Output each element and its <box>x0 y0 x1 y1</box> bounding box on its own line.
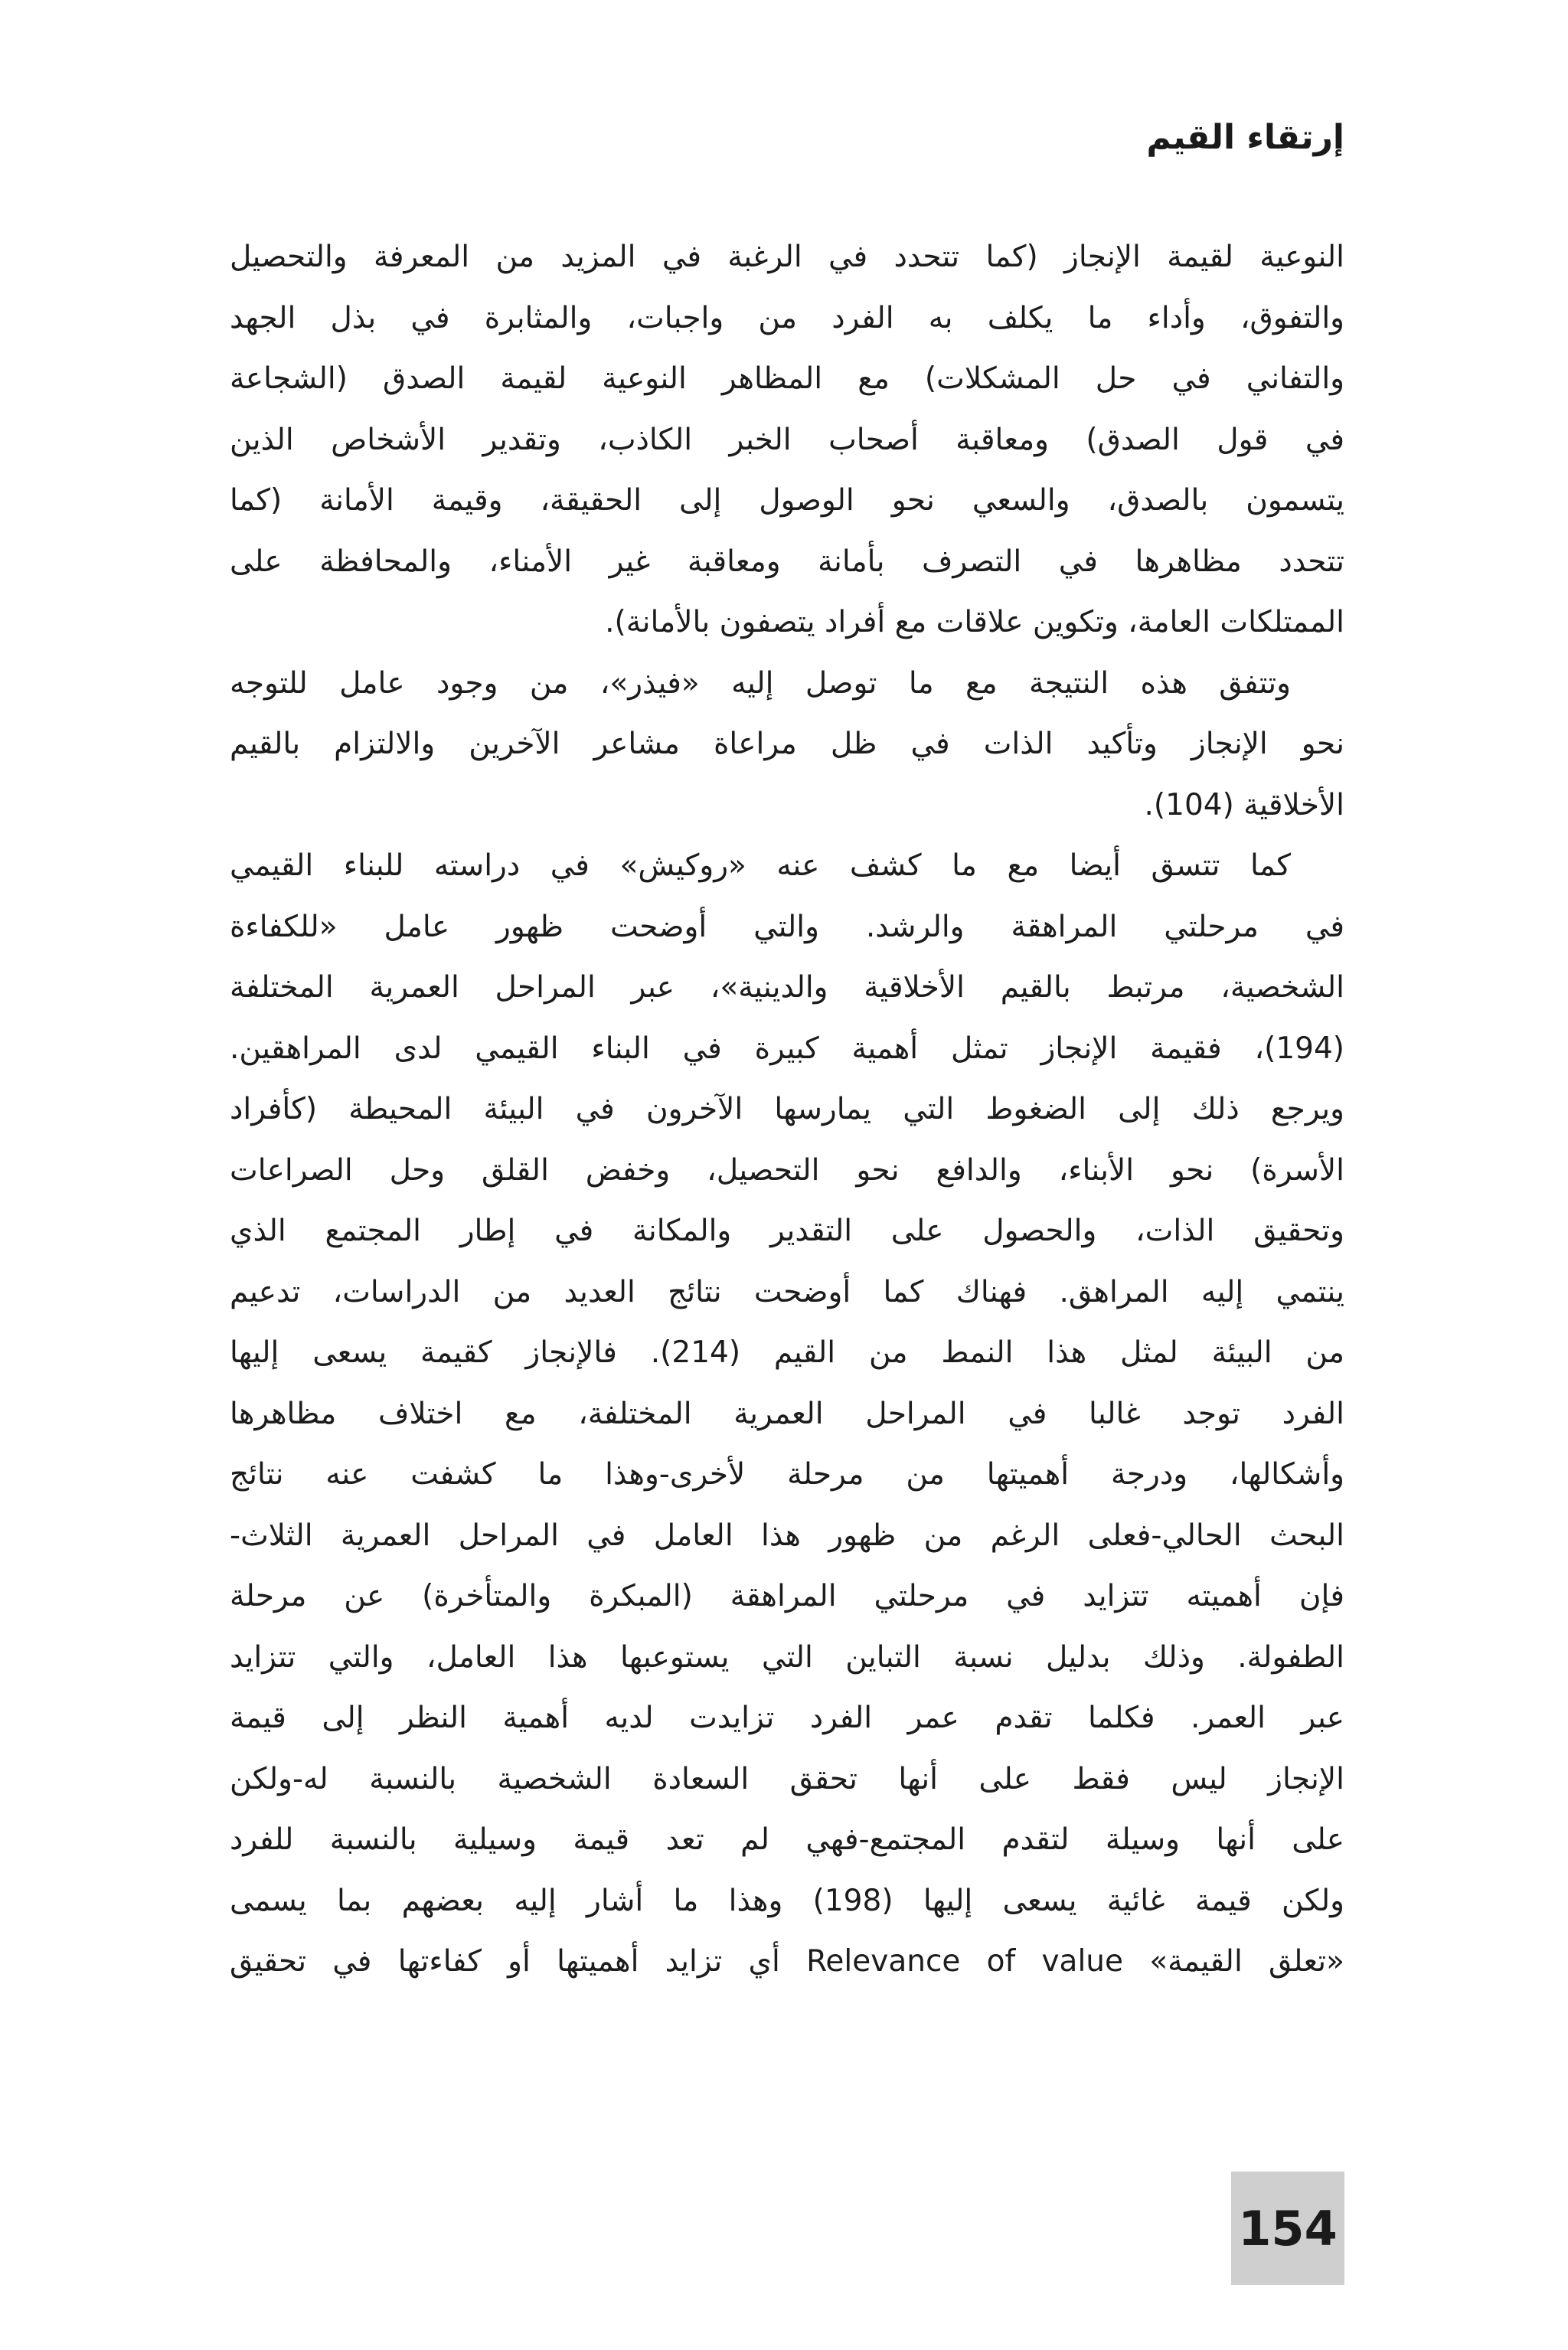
body-text <box>230 227 1344 1992</box>
text-line: (194)، فقيمة الإنجاز تمثل أهمية كبيرة في البناء القيمي لدى المراهقين. <box>230 1031 1344 1066</box>
text-line: الشخصية، مرتبط بالقيم الأخلاقية والدينية»، عبر المراحل العمرية المختلفة <box>230 970 1344 1005</box>
text-line: وتحقيق الذات، والحصول على التقدير والمكانة في إطار المجتمع الذي <box>230 1214 1344 1248</box>
text-line: ينتمي إليه المراهق. فهناك كما أوضحت نتائج العديد من الدراسات، تدعيم <box>230 1274 1344 1309</box>
text-line: الطفولة. وذلك بدليل نسبة التباين التي يستوعبها هذا العامل، والتي تتزايد <box>230 1639 1344 1675</box>
text-line: وتتفق هذه النتيجة مع ما توصل إليه «فيذر»، من وجود عامل للتوجه <box>230 665 1291 701</box>
text-line: البحث الحالي-فعلى الرغم من ظهور هذا العامل في المراحل العمرية الثلاث- <box>230 1518 1344 1553</box>
text-line: الإنجاز ليس فقط على أنها تحقق السعادة الشخصية بالنسبة له-ولكن <box>230 1761 1344 1796</box>
text-line: «تعلق القيمة» Relevance of value أي تزايد أهميتها أو كفاءتها في تحقيق <box>230 1944 1344 1979</box>
text-line: من البيئة لمثل هذا النمط من القيم (214). فالإنجاز كقيمة يسعى إليها <box>230 1335 1344 1370</box>
text-line: الأخلاقية (104). <box>1144 787 1344 822</box>
page-number-box <box>1231 2172 1344 2285</box>
text-line: وأشكالها، ودرجة أهميتها من مرحلة لأخرى-وهذا ما كشفت عنه نتائج <box>230 1457 1344 1492</box>
text-line: الممتلكات العامة، وتكوين علاقات مع أفراد يتصفون بالأمانة). <box>605 605 1344 639</box>
text-line: ولكن قيمة غائية يسعى إليها (198) وهذا ما أشار إليه بعضهم بما يسمى <box>230 1883 1344 1918</box>
text-line: كما تتسق أيضا مع ما كشف عنه «روكيش» في دراسته للبناء القيمي <box>230 848 1291 883</box>
text-line: الأسرة) نحو الأبناء، والدافع نحو التحصيل، وخفض القلق وحل الصراعات <box>230 1152 1344 1188</box>
page-number: 154 <box>1238 2200 1338 2257</box>
paragraph <box>230 227 1344 653</box>
text-line: يتسمون بالصدق، والسعي نحو الوصول إلى الحقيقة، وقيمة الأمانة (كما <box>230 483 1344 518</box>
text-line: والتفاني في حل المشكلات) مع المظاهر النوعية لقيمة الصدق (الشجاعة <box>230 361 1344 396</box>
paragraph <box>230 835 1344 1992</box>
text-line: فإن أهميته تتزايد في مرحلتي المراهقة (المبكرة والمتأخرة) عن مرحلة <box>230 1579 1344 1613</box>
paragraph <box>230 653 1344 836</box>
text-line: تتحدد مظاهرها في التصرف بأمانة ومعاقبة غير الأمناء، والمحافظة على <box>230 544 1344 579</box>
running-header: إرتقاء القيم <box>1146 118 1344 157</box>
text-line: ويرجع ذلك إلى الضغوط التي يمارسها الآخرون في البيئة المحيطة (كأفراد <box>230 1092 1344 1126</box>
text-line: النوعية لقيمة الإنجاز (كما تتحدد في الرغبة في المزيد من المعرفة والتحصيل <box>230 240 1344 274</box>
text-line: نحو الإنجاز وتأكيد الذات في ظل مراعاة مشاعر الآخرين والالتزام بالقيم <box>230 727 1344 761</box>
text-line: عبر العمر. فكلما تقدم عمر الفرد تزايدت لديه أهمية النظر إلى قيمة <box>230 1701 1344 1735</box>
text-line: والتفوق، وأداء ما يكلف به الفرد من واجبات، والمثابرة في بذل الجهد <box>230 300 1344 335</box>
text-line: في مرحلتي المراهقة والرشد. والتي أوضحت ظهور عامل «للكفاءة <box>230 909 1344 944</box>
text-line: على أنها وسيلة لتقدم المجتمع-فهي لم تعد قيمة وسيلية بالنسبة للفرد <box>230 1822 1344 1857</box>
text-line: في قول الصدق) ومعاقبة أصحاب الخبر الكاذب، وتقدير الأشخاص الذين <box>230 422 1344 457</box>
text-line: الفرد توجد غالبا في المراحل العمرية المختلفة، مع اختلاف مظاهرها <box>230 1396 1344 1431</box>
